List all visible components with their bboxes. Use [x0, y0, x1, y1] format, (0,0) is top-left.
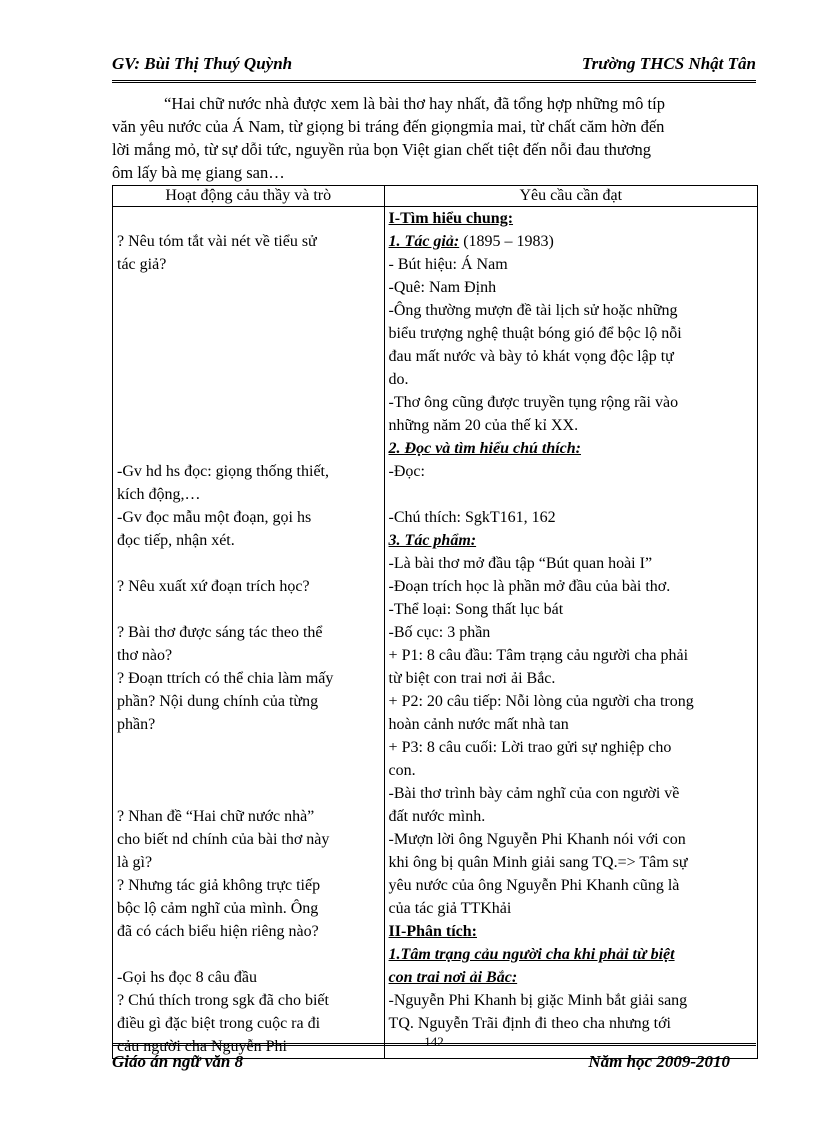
- activity-line: ? Đoạn ttrích có thể chia làm mấy: [117, 670, 334, 687]
- activities-cell: [113, 207, 385, 1059]
- work-detail: -Là bài thơ mở đầu tập “Bút quan hoài I”: [388, 555, 653, 572]
- activity-line: [117, 207, 380, 230]
- work-heading: 3. Tác phẩm:: [388, 532, 477, 549]
- work-detail: + P2: 20 câu tiếp: Nỗi lòng của người cha trong: [388, 693, 694, 710]
- activity-line: [117, 736, 380, 759]
- activity-line: -Gọi hs đọc 8 câu đầu: [117, 969, 257, 986]
- work-detail: -Bố cục: 3 phần: [388, 624, 491, 641]
- reading-detail: -Đọc:: [388, 463, 425, 480]
- section-heading-1: I-Tìm hiểu chung:: [388, 210, 514, 227]
- table-header-row: [113, 186, 758, 207]
- author-detail: -Ông thường mượn đề tài lịch sử hoặc những: [388, 302, 678, 319]
- work-detail: -Bài thơ trình bày cảm nghĩ của con người về: [388, 785, 680, 802]
- teacher-name: GV: Bùi Thị Thuý Quỳnh: [112, 54, 293, 73]
- author-detail: -Thơ ông cũng được truyền tụng rộng rãi vào: [388, 394, 679, 411]
- activity-line: phần? Nội dung chính của từng: [117, 693, 319, 710]
- header-requirements: Yêu cầu cần đạt: [384, 186, 757, 207]
- author-detail: đau mất nước và bày tỏ khát vọng độc lập tự: [388, 348, 674, 365]
- activity-line: [117, 782, 380, 805]
- work-detail: -Đoạn trích học là phần mở đầu của bài thơ.: [388, 578, 671, 595]
- author-detail: -Quê: Nam Định: [388, 279, 497, 296]
- author-detail: biểu trượng nghệ thuật bóng gió để bộc lộ nỗi: [388, 325, 682, 342]
- activity-line: [117, 276, 380, 299]
- activity-line: ? Nêu xuất xứ đoạn trích học?: [117, 578, 310, 595]
- activity-line: -Gv đọc mẫu một đoạn, gọi hs: [117, 509, 312, 526]
- activity-line: cảu người cha Nguyễn Phi: [117, 1038, 287, 1055]
- analysis-detail: -Nguyễn Phi Khanh bị giặc Minh bắt giải sang: [388, 992, 688, 1009]
- activity-line: điều gì đặc biệt trong cuộc ra đi: [117, 1015, 321, 1032]
- activity-line: [117, 322, 380, 345]
- activity-line: [117, 368, 380, 391]
- work-detail: khi ông bị quân Minh giải sang TQ.=> Tâm sự: [388, 854, 688, 871]
- requirements-cell: [384, 207, 757, 1059]
- activity-line: [117, 943, 380, 966]
- footer-year: Năm học 2009-2010: [588, 1052, 730, 1071]
- page-footer: [112, 1034, 756, 1076]
- intro-line-4: ôm lấy bà mẹ giang san…: [112, 163, 285, 182]
- activity-line: kích động,…: [117, 486, 201, 503]
- work-detail: của tác giả TTKhải: [388, 900, 512, 917]
- work-detail: -Mượn lời ông Nguyễn Phi Khanh nói với con: [388, 831, 686, 848]
- work-detail: + P1: 8 câu đầu: Tâm trạng cảu người cha phải: [388, 647, 689, 664]
- activity-line: [117, 759, 380, 782]
- reading-heading: 2. Đọc và tìm hiểu chú thích:: [388, 440, 581, 457]
- author-detail: những năm 20 của thế kỉ XX.: [388, 417, 579, 434]
- header-activities: Hoạt động cảu thầy và trò: [113, 186, 385, 207]
- activity-line: ? Nhan đề “Hai chữ nước nhà”: [117, 808, 315, 825]
- table-row: [113, 207, 758, 1059]
- author-label: 1. Tác giả:: [388, 233, 460, 250]
- intro-line-2: văn yêu nước của Á Nam, từ giọng bi tráng đến giọngmỉa mai, từ chất căm hờn đến: [112, 117, 665, 136]
- activity-line: bộc lộ cảm nghĩ của mình. Ông: [117, 900, 319, 917]
- reading-detail: -Chú thích: SgkT161, 162: [388, 509, 556, 526]
- school-name: Trường THCS Nhật Tân: [581, 54, 756, 73]
- activity-line: ? Nhưng tác giả không trực tiếp: [117, 877, 321, 894]
- activity-line: là gì?: [117, 854, 153, 871]
- intro-paragraph: [112, 92, 752, 184]
- page-number: 142: [424, 1034, 444, 1049]
- activity-line: ? Bài thơ được sáng tác theo thể: [117, 624, 323, 641]
- section-heading-2: II-Phân tích:: [388, 923, 477, 940]
- author-line: [389, 230, 753, 253]
- activity-line: đọc tiếp, nhận xét.: [117, 532, 235, 549]
- work-detail: từ biệt con trai nơi ải Bắc.: [388, 670, 556, 687]
- work-detail: yêu nước của ông Nguyễn Phi Khanh cũng là: [388, 877, 680, 894]
- activity-line: [117, 391, 380, 414]
- activity-line: [117, 414, 380, 437]
- activity-line: tác giả?: [117, 256, 167, 273]
- activity-line: ? Nêu tóm tắt vài nét về tiểu sử: [117, 233, 317, 250]
- lesson-table: [112, 185, 758, 1059]
- footer-book: Giáo án ngữ văn 8: [112, 1052, 244, 1071]
- activity-line: [117, 299, 380, 322]
- mood-heading: con trai nơi ải Bắc:: [388, 969, 518, 986]
- work-detail: hoàn cảnh nước mất nhà tan: [388, 716, 569, 733]
- activity-line: cho biết nd chính của bài thơ này: [117, 831, 330, 848]
- work-detail: đất nước mình.: [388, 808, 486, 825]
- activity-line: đã có cách biểu hiện riêng nào?: [117, 923, 319, 940]
- activity-line: [117, 552, 380, 575]
- activity-line: -Gv hd hs đọc: giọng thống thiết,: [117, 463, 329, 480]
- activity-line: [117, 598, 380, 621]
- reading-detail: [389, 483, 753, 506]
- activity-line: ? Chú thích trong sgk đã cho biết: [117, 992, 329, 1009]
- activity-line: thơ nào?: [117, 647, 173, 664]
- activity-line: [117, 437, 380, 460]
- activity-line: phần?: [117, 716, 156, 733]
- intro-line-1: “Hai chữ nước nhà được xem là bài thơ hay nhất, đã tổng hợp những mô típ: [164, 94, 665, 113]
- work-detail: con.: [388, 762, 416, 779]
- mood-heading: 1.Tâm trạng cảu người cha khi phải từ biệt: [388, 946, 675, 963]
- intro-line-3: lời mắng mỏ, từ sự dỗi tức, nguyền rủa bọn Việt gian chết tiệt đến nỗi đau thương: [112, 140, 652, 159]
- work-detail: + P3: 8 câu cuối: Lời trao gửi sự nghiệp cho: [388, 739, 672, 756]
- work-detail: -Thể loại: Song thất lục bát: [388, 601, 564, 618]
- page-header: [112, 50, 756, 83]
- activity-line: [117, 345, 380, 368]
- author-detail: do.: [388, 371, 409, 388]
- author-years: (1895 – 1983): [459, 233, 554, 250]
- analysis-detail: TQ. Nguyễn Trãi định đi theo cha nhưng tới: [388, 1015, 671, 1032]
- author-detail: - Bút hiệu: Á Nam: [388, 256, 508, 273]
